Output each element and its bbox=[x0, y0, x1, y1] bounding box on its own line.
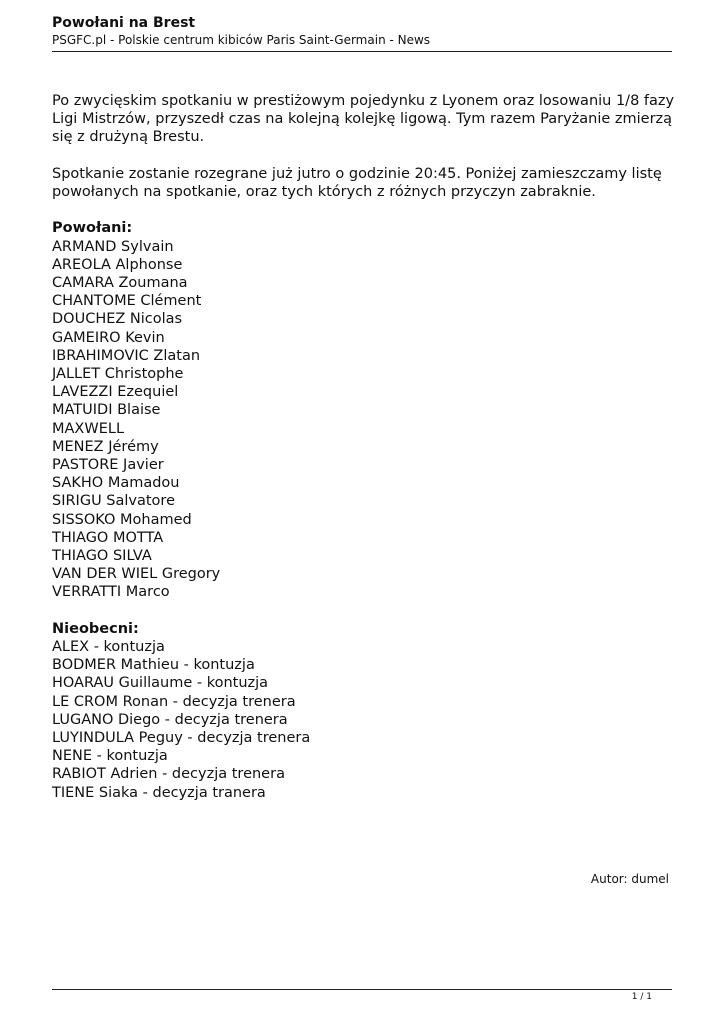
page-number: 1 / 1 bbox=[631, 992, 652, 1002]
header-divider bbox=[52, 51, 672, 52]
list-item: IBRAHIMOVIC Zlatan bbox=[52, 347, 201, 364]
list-item: JALLET Christophe bbox=[52, 366, 184, 383]
list-item: SISSOKO Mohamed bbox=[52, 511, 192, 528]
list-item: BODMER Mathieu - kontuzja bbox=[52, 657, 255, 674]
called-up-heading: Powołani: bbox=[52, 220, 133, 237]
list-item: GAMEIRO Kevin bbox=[52, 329, 165, 346]
list-item: THIAGO MOTTA bbox=[52, 529, 164, 546]
list-item: LE CROM Ronan - decyzja trenera bbox=[52, 693, 296, 710]
list-item: THIAGO SILVA bbox=[52, 548, 152, 565]
list-item: LUYINDULA Peguy - decyzja trenera bbox=[52, 730, 311, 747]
list-item: RABIOT Adrien - decyzja trenera bbox=[52, 766, 285, 783]
list-item: LAVEZZI Ezequiel bbox=[52, 384, 179, 401]
intro-paragraph: Po zwycięskim spotkaniu w prestiżowym pojedynku z Lyonem oraz losowaniu 1/8 fazy Ligi Mistrzów, przyszedł czas na kolejną kolejkę ligową. Tym razem Paryżanie zmierzą się z drużyną Brestu. bbox=[52, 93, 675, 146]
list-item: LUGANO Diego - decyzja trenera bbox=[52, 711, 288, 728]
article-body bbox=[52, 92, 677, 820]
list-item: TIENE Siaka - decyzja tranera bbox=[52, 784, 266, 801]
list-item: ARMAND Sylvain bbox=[52, 238, 174, 255]
called-up-list bbox=[52, 238, 677, 602]
list-item: SIRIGU Salvatore bbox=[52, 493, 175, 510]
list-item: AREOLA Alphonse bbox=[52, 256, 183, 273]
list-item: VAN DER WIEL Gregory bbox=[52, 566, 221, 583]
footer-divider bbox=[52, 989, 672, 990]
document-title: Powołani na Brest bbox=[52, 15, 196, 31]
absent-list bbox=[52, 638, 677, 802]
list-item: NENE - kontuzja bbox=[52, 748, 168, 765]
list-item: VERRATTI Marco bbox=[52, 584, 170, 601]
document-subtitle: PSGFC.pl - Polskie centrum kibiców Paris Saint-Germain - News bbox=[52, 33, 431, 47]
list-item: MAXWELL bbox=[52, 420, 125, 437]
list-item: MATUIDI Blaise bbox=[52, 402, 161, 419]
list-item: SAKHO Mamadou bbox=[52, 475, 180, 492]
list-item: DOUCHEZ Nicolas bbox=[52, 311, 183, 328]
list-item: HOARAU Guillaume - kontuzja bbox=[52, 675, 269, 692]
list-item: PASTORE Javier bbox=[52, 457, 164, 474]
list-item: MENEZ Jérémy bbox=[52, 438, 159, 455]
absent-heading: Nieobecni: bbox=[52, 620, 139, 637]
list-item: ALEX - kontuzja bbox=[52, 639, 165, 656]
author-credit: Autor: dumel bbox=[590, 872, 669, 886]
match-info-paragraph: Spotkanie zostanie rozegrane już jutro o godzinie 20:45. Poniżej zamieszczamy listę powołanych na spotkanie, oraz tych których z różnych przyczyn zabraknie. bbox=[52, 165, 662, 200]
list-item: CAMARA Zoumana bbox=[52, 275, 188, 291]
document-header bbox=[52, 14, 672, 48]
list-item: CHANTOME Clément bbox=[52, 293, 202, 310]
